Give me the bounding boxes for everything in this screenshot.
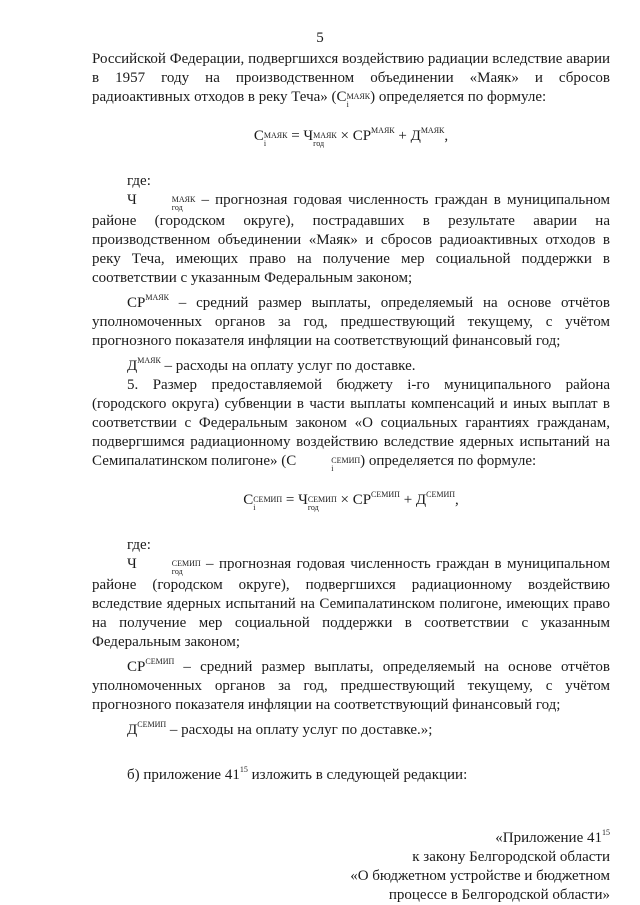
item-b: б) приложение $41^{15}$ изложить в следующей редакции: xyxy=(127,765,468,783)
c-semip-symbol: С СЕМИП i xyxy=(286,453,361,473)
def-d-semip: $Д^{СЕМИП}$ – расходы на оплату услуг по доставке.»; xyxy=(127,720,433,738)
def-d-mayak: $Д^{МАЯК}$ – расходы на оплату услуг по доставке. xyxy=(127,356,416,374)
appendix-line4: процессе в Белгородской области» xyxy=(388,887,610,903)
appendix-line2: к закону Белгородской области xyxy=(412,849,610,865)
where-label-1: где: xyxy=(127,173,151,189)
def-ch-mayak: Ч МАЯК год – прогнозная годовая численность граждан в муниципальном районе (городском округе), пострадавших в результате аварии на производственном объединении «Маяк» и сбросов радиоактивных отходов в реку Теча, имеющих право на получение мер социальной поддержки в соответствии с указанным Федеральным законом; xyxy=(92,192,611,286)
def-cp-semip: $СР^{СЕМИП}$ – средний размер выплаты, определяемый на основе отчётов уполномоченных органов за год, предшествующий текущему, с учётом прогнозного показателя инфляции на соответствующий финансовый год; xyxy=(92,657,610,713)
formula-mayak: С МАЯК i = Ч МАЯК год × $СР^{МАЯК} + Д^{МАЯК}$, xyxy=(253,126,449,148)
appendix-line1: «Приложение $41^{15}$ xyxy=(495,828,610,846)
section4-intro-text: Российской Федерации, подвергшихся воздействию радиации вследствие аварии в 1957 году на производственном объединении «Маяк» и сбросов радиоактивных отходов в реку Теча» xyxy=(92,51,610,105)
section4-intro-tail: определяется по формуле: xyxy=(378,89,547,105)
formula-semip: С СЕМИП i = Ч СЕМИП год × $СР^{СЕМИП} + Д^{СЕМИП}$, xyxy=(243,490,459,512)
section4-intro: Российской Федерации, подвергшихся воздействию радиации вследствие аварии в 1957 году на производственном объединении «Маяк» и сбросов радиоактивных отходов в реку Теча» (С МАЯК i ) определяется по формуле: xyxy=(92,51,610,109)
section5-intro: 5. Размер предоставляемой бюджету i-го муниципального района (городского округа) субвенции в части выплаты компенсаций и иных выплат в соответствии с Федеральным законом «О социальных гарантиях гражданам, подвергшимся радиационному воздействию вследствие ядерных испытаний на Семипалатинском полигоне» (С СЕМИП i ) определяется по формуле: xyxy=(92,377,610,473)
appendix-header xyxy=(92,823,610,905)
where-label-2: где: xyxy=(127,537,151,553)
page-number: 5 xyxy=(316,30,324,46)
def-ch-semip: Ч СЕМИП год – прогнозная годовая численность граждан в муниципальном районе (городском округе), подвергшихся радиационному воздействию вследствие ядерных испытаний на Семипалатинском полигоне, имеющих право на получение мер социальной поддержки в соответствии с указанным Федеральным законом; xyxy=(92,556,611,650)
def-cp-mayak: $СР^{МАЯК}$ – средний размер выплаты, определяемый на основе отчётов уполномоченных органов за год, предшествующий текущему, с учётом прогнозного показателя инфляции на соответствующий финансовый год; xyxy=(92,293,610,349)
c-mayak-symbol: С МАЯК i xyxy=(336,89,371,109)
appendix-line3: «О бюджетном устройстве и бюджетном xyxy=(350,868,610,884)
document-body xyxy=(92,50,610,905)
